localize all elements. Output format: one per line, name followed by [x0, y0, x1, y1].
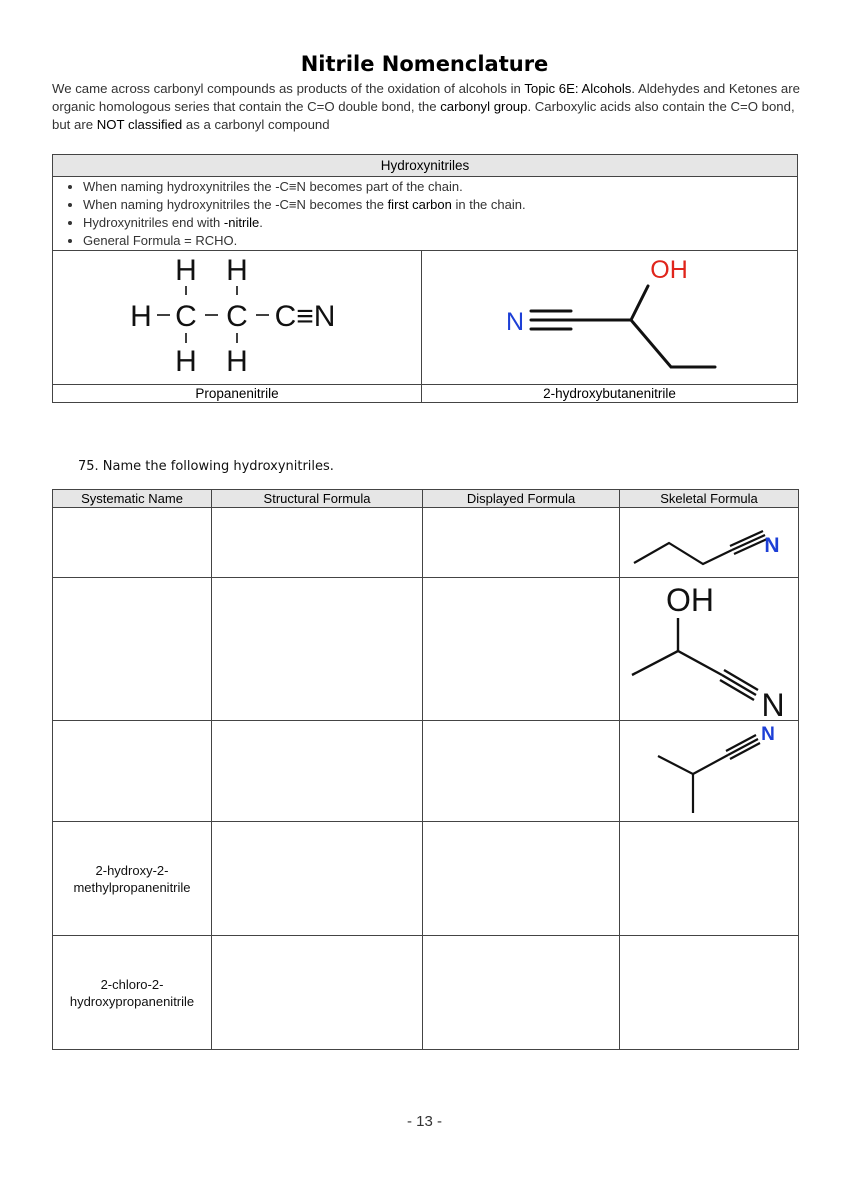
topic-reference: Topic 6E: Alcohols [524, 81, 632, 96]
answer-cell-skeletal-formula[interactable] [620, 822, 799, 936]
atom-c: C [175, 300, 197, 333]
butanenitrile-skeletal [620, 508, 799, 577]
skeleton-bonds [658, 735, 760, 813]
answer-cell-systematic-name[interactable] [53, 578, 212, 721]
answer-cell-systematic-name[interactable] [53, 721, 212, 822]
example-caption: Propanenitrile [53, 385, 422, 403]
answer-cell-displayed-formula[interactable] [423, 936, 620, 1050]
answer-cell-structural-formula[interactable] [212, 578, 423, 721]
intro-text-1: We came across carbonyl compounds as products of the oxidation of alcohols in [52, 81, 525, 96]
systematic-name-line: methylpropanenitrile [73, 879, 191, 895]
intro-paragraph [52, 80, 802, 134]
rule-item [83, 196, 797, 214]
skeleton-bonds [632, 618, 758, 700]
table-row [53, 936, 799, 1050]
worksheet-table [52, 489, 799, 1050]
hydroxyl-label: OH [649, 256, 688, 284]
atom-h: H [175, 345, 197, 378]
table-row [53, 508, 799, 578]
info-table-heading: Hydroxynitriles [53, 155, 798, 177]
skeleton-bonds [531, 286, 715, 367]
rule-text: in the chain. [451, 197, 526, 212]
naming-rules [53, 177, 798, 251]
answer-cell-structural-formula[interactable] [212, 508, 423, 578]
answer-cell-systematic-name[interactable] [53, 508, 212, 578]
carbonyl-term: carbonyl group [440, 99, 528, 114]
intro-text-2: . Aldehydes and Ketones are organic homologous series that contain the C=O double bond, the [52, 81, 800, 114]
column-header: Skeletal Formula [620, 490, 799, 508]
intro-text-4: as a carbonyl compound [182, 117, 330, 132]
nitrogen-label: N [764, 534, 780, 557]
skeletal-formula-cell [620, 508, 799, 578]
rule-item: • When naming hydroxynitriles the -C≡N becomes part of the chain. [83, 178, 797, 196]
answer-cell-structural-formula[interactable] [212, 721, 423, 822]
nitrogen-label: N [761, 687, 785, 720]
systematic-name-line: 2-hydroxy-2- [95, 862, 169, 878]
nitrogen-label: N [505, 308, 524, 336]
table-row [53, 578, 799, 721]
atom-h: H [130, 300, 152, 333]
skeleton-bonds [634, 531, 767, 564]
methylpropanenitrile-skeletal [620, 721, 799, 821]
not-classified-term: NOT classified [96, 117, 183, 132]
answer-cell-displayed-formula[interactable] [423, 822, 620, 936]
nitrogen-label: N [761, 724, 775, 745]
question-label: 75. Name the following hydroxynitriles. [78, 459, 334, 474]
answer-cell-displayed-formula[interactable] [423, 508, 620, 578]
table-row [53, 822, 799, 936]
rule-text: When naming hydroxynitriles the -C≡N becomes the [83, 197, 388, 212]
worksheet-header-row [53, 490, 799, 508]
answer-cell-displayed-formula[interactable] [423, 578, 620, 721]
atom-h: H [226, 254, 248, 287]
example-caption: 2-hydroxybutanenitrile [422, 385, 798, 403]
hydroxybutanenitrile-skeletal-formula [422, 251, 798, 385]
page-number: - 13 - [406, 1113, 442, 1130]
column-header: Structural Formula [212, 490, 423, 508]
answer-cell-structural-formula[interactable] [212, 936, 423, 1050]
systematic-name-cell [53, 822, 212, 936]
rule-text: . [259, 215, 263, 230]
rule-emphasis: -nitrile [223, 215, 260, 230]
bonds [157, 286, 269, 343]
hydroxybutanenitrile-structure [423, 251, 797, 379]
propanenitrile-structure [53, 251, 421, 379]
systematic-name-line: 2-chloro-2- [100, 976, 164, 992]
propanenitrile-displayed-formula [53, 251, 422, 385]
atom-h: H [175, 254, 197, 287]
intro-text-3: . Carboxylic acids also contain the C=O bond, but are [52, 99, 795, 132]
atom-h: H [226, 345, 248, 378]
hydroxynitriles-info-table [52, 154, 798, 403]
column-header: Systematic Name [53, 490, 212, 508]
page-title: Nitrile Nomenclature [300, 52, 549, 76]
systematic-name-line: hydroxypropanenitrile [69, 993, 195, 1009]
nitrile-group: C≡N [274, 300, 336, 333]
rule-emphasis: first carbon [387, 197, 452, 212]
answer-cell-structural-formula[interactable] [212, 822, 423, 936]
skeletal-formula-cell [620, 721, 799, 822]
skeletal-formula-cell [620, 578, 799, 721]
rule-text: Hydroxynitriles end with [83, 215, 224, 230]
hydroxybutanenitrile-skeletal [620, 578, 799, 720]
rule-item [83, 214, 797, 232]
atom-c: C [226, 300, 248, 333]
answer-cell-skeletal-formula[interactable] [620, 936, 799, 1050]
table-row [53, 721, 799, 822]
rule-item: • General Formula = RCHO. [83, 232, 797, 250]
hydroxyl-label: OH [666, 582, 714, 618]
systematic-name-cell [53, 936, 212, 1050]
answer-cell-displayed-formula[interactable] [423, 721, 620, 822]
column-header: Displayed Formula [423, 490, 620, 508]
